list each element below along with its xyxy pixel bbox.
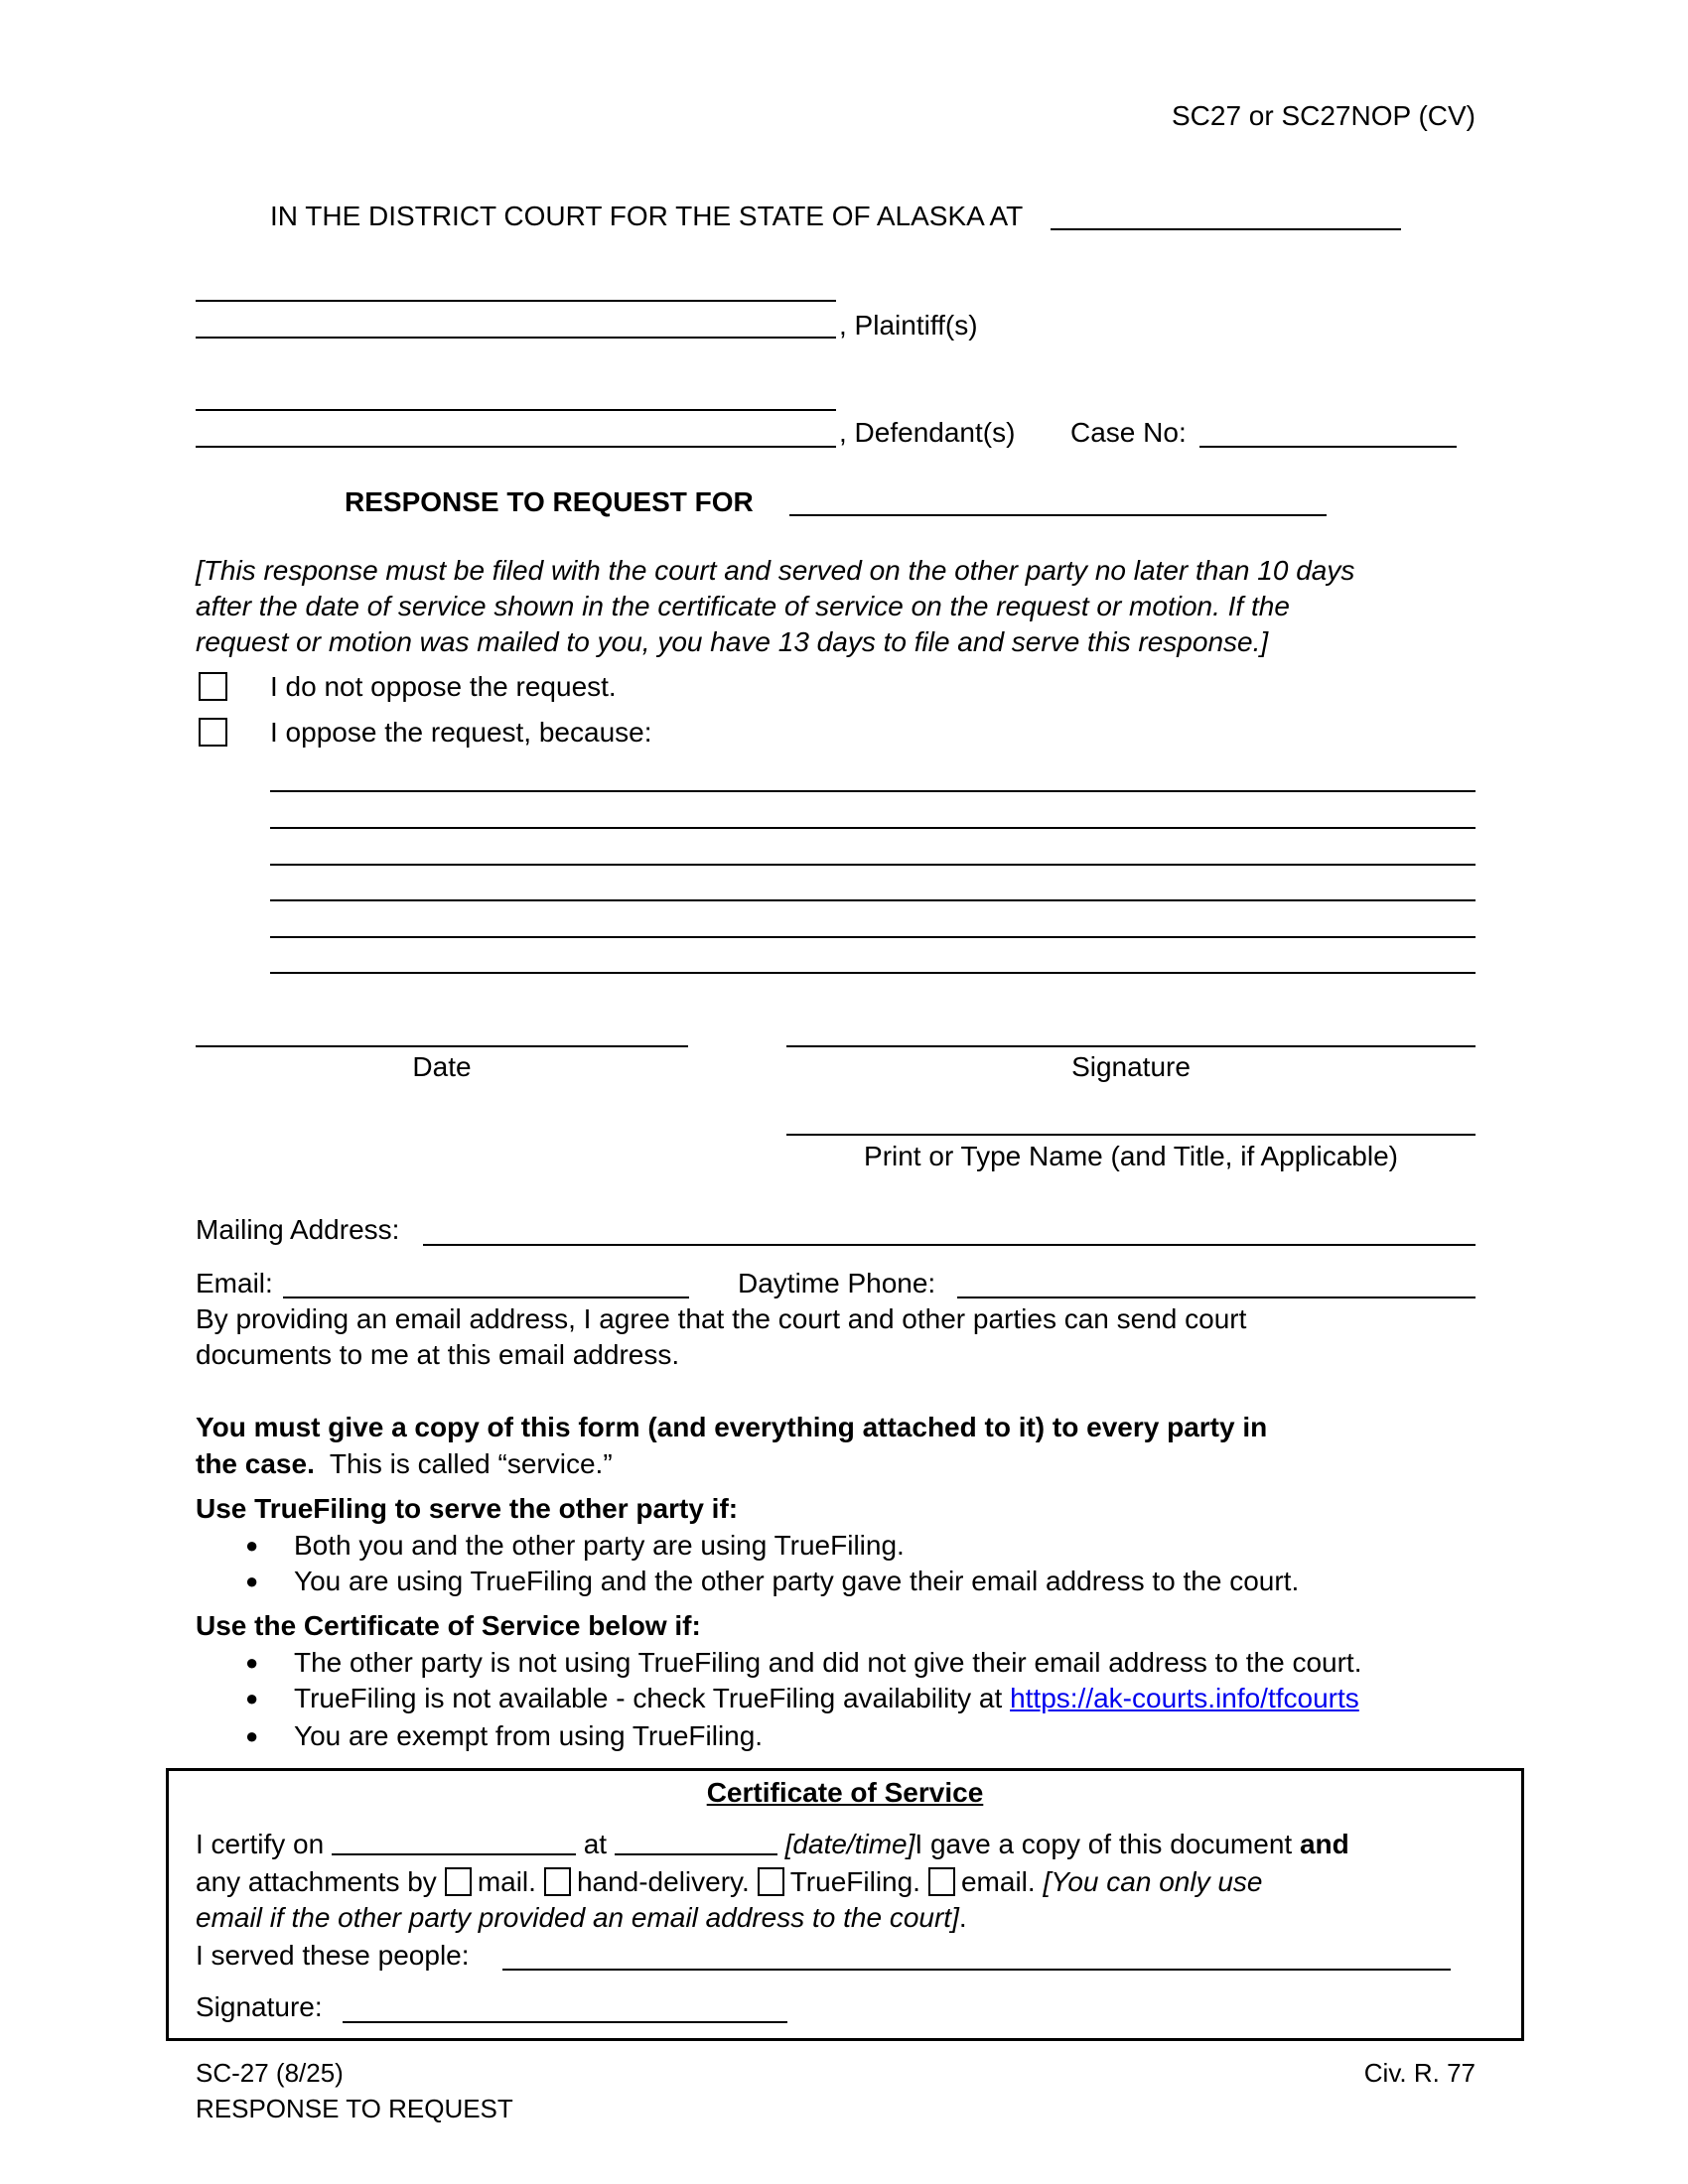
and-text: and [1299,1829,1349,1859]
certify-time-field[interactable] [615,1828,777,1855]
print-name-label: Print or Type Name (and Title, if Applicable) [864,1141,1398,1171]
email-note-cont: email if the other party provided an email address to the court] [196,1902,959,1933]
bullet-icon: ● [245,1533,259,1558]
hand-delivery-checkbox[interactable] [544,1867,571,1896]
email-label: Email: [196,1268,273,1298]
instructions-line: after the date of service shown in the certificate of service on the request or motion. If the [196,591,1290,621]
defendant-label: , Defendant(s) [839,417,1016,448]
period: . [958,1902,967,1933]
service-notice-normal: This is called “service.” [329,1448,613,1479]
plaintiff-field-2[interactable] [196,337,836,339]
mailing-address-label: Mailing Address: [196,1214,400,1245]
certificate-bullet [294,1681,1359,1716]
truefiling-bullet: Both you and the other party are using TrueFiling. [294,1530,905,1561]
daytime-phone-label: Daytime Phone: [738,1268,936,1298]
email-method-label: email. [960,1866,1036,1897]
service-notice-bold: the case. [196,1448,315,1479]
case-no-field[interactable] [1199,446,1457,448]
certificate-heading: Use the Certificate of Service below if: [196,1610,701,1641]
truefiling-checkbox[interactable] [758,1867,784,1896]
hand-delivery-label: hand-delivery. [576,1866,750,1897]
truefiling-bullet: You are using TrueFiling and the other party gave their email address to the court. [294,1566,1300,1596]
bullet-icon: ● [245,1686,259,1710]
mailing-address-field[interactable] [423,1244,1476,1246]
footer-rule: Civ. R. 77 [1363,2058,1476,2088]
truefiling-heading: Use TrueFiling to serve the other party if: [196,1493,739,1524]
do-not-oppose-checkbox[interactable] [199,672,227,701]
form-title: RESPONSE TO REQUEST FOR [345,486,754,517]
date-label: Date [412,1051,472,1082]
mail-label: mail. [477,1866,536,1897]
gave-copy-text: I gave a copy of this document [914,1829,1293,1859]
plaintiff-label: , Plaintiff(s) [839,310,978,341]
served-people-field[interactable] [502,1969,1451,1971]
mail-checkbox[interactable] [445,1867,472,1896]
reason-line[interactable] [270,972,1476,974]
defendant-field-1[interactable] [196,409,836,411]
email-note: [You can only use [1043,1866,1263,1897]
email-checkbox[interactable] [928,1867,955,1896]
certificate-title: Certificate of Service [706,1777,984,1808]
footer-form-name: RESPONSE TO REQUEST [196,2094,513,2123]
bullet-icon: ● [245,1650,259,1675]
reason-line[interactable] [270,899,1476,901]
oppose-checkbox[interactable] [199,718,227,747]
daytime-phone-field[interactable] [957,1297,1476,1298]
certificate-bullet-text: TrueFiling is not available - check TrueFiling availability at [294,1683,1003,1713]
certify-on-label: I certify on [196,1829,325,1859]
form-code-header: SC27 or SC27NOP (CV) [1171,100,1476,131]
signature-field[interactable] [786,1045,1476,1047]
certificate-signature-label: Signature: [196,1991,323,2022]
signature-label: Signature [1071,1051,1191,1082]
service-notice-line2 [196,1446,613,1482]
request-type-field[interactable] [789,514,1327,516]
instructions-line: request or motion was mailed to you, you have 13 days to file and serve this response.] [196,626,1269,657]
email-consent-line: By providing an email address, I agree that the court and other parties can send court [196,1303,1247,1334]
oppose-label: I oppose the request, because: [270,717,652,748]
attachments-by-label: any attachments by [196,1866,437,1897]
case-no-label: Case No: [1070,417,1187,448]
reason-line[interactable] [270,936,1476,938]
certificate-bullet: The other party is not using TrueFiling and did not give their email address to the court. [294,1647,1362,1678]
certify-line [196,1827,1349,1862]
truefiling-label: TrueFiling. [789,1866,920,1897]
reason-line[interactable] [270,864,1476,866]
plaintiff-field-1[interactable] [196,300,836,302]
at-label: at [583,1829,608,1859]
date-field[interactable] [196,1045,688,1047]
email-consent-line: documents to me at this email address. [196,1339,680,1370]
instructions-line: [This response must be filed with the court and served on the other party no later than 10 days [196,555,1355,586]
certificate-signature-field[interactable] [343,2021,787,2023]
reason-line[interactable] [270,827,1476,829]
court-location-field[interactable] [1051,228,1401,230]
truefiling-link[interactable]: https://ak-courts.info/tfcourts [1010,1683,1359,1713]
court-heading: IN THE DISTRICT COURT FOR THE STATE OF ALASKA AT [270,201,1024,231]
footer-form-number: SC-27 (8/25) [196,2058,344,2088]
certify-date-field[interactable] [332,1828,576,1855]
do-not-oppose-label: I do not oppose the request. [270,671,617,702]
print-name-field[interactable] [786,1134,1476,1136]
reason-line[interactable] [270,790,1476,792]
served-label: I served these people: [196,1940,470,1971]
defendant-field-2[interactable] [196,446,836,448]
method-line [196,1864,1263,1900]
email-field[interactable] [283,1297,689,1298]
date-time-hint: [date/time] [784,1829,915,1859]
bullet-icon: ● [245,1723,259,1748]
bullet-icon: ● [245,1569,259,1593]
certificate-bullet: You are exempt from using TrueFiling. [294,1720,764,1751]
service-notice-line1: You must give a copy of this form (and everything attached to it) to every party in [196,1412,1268,1442]
